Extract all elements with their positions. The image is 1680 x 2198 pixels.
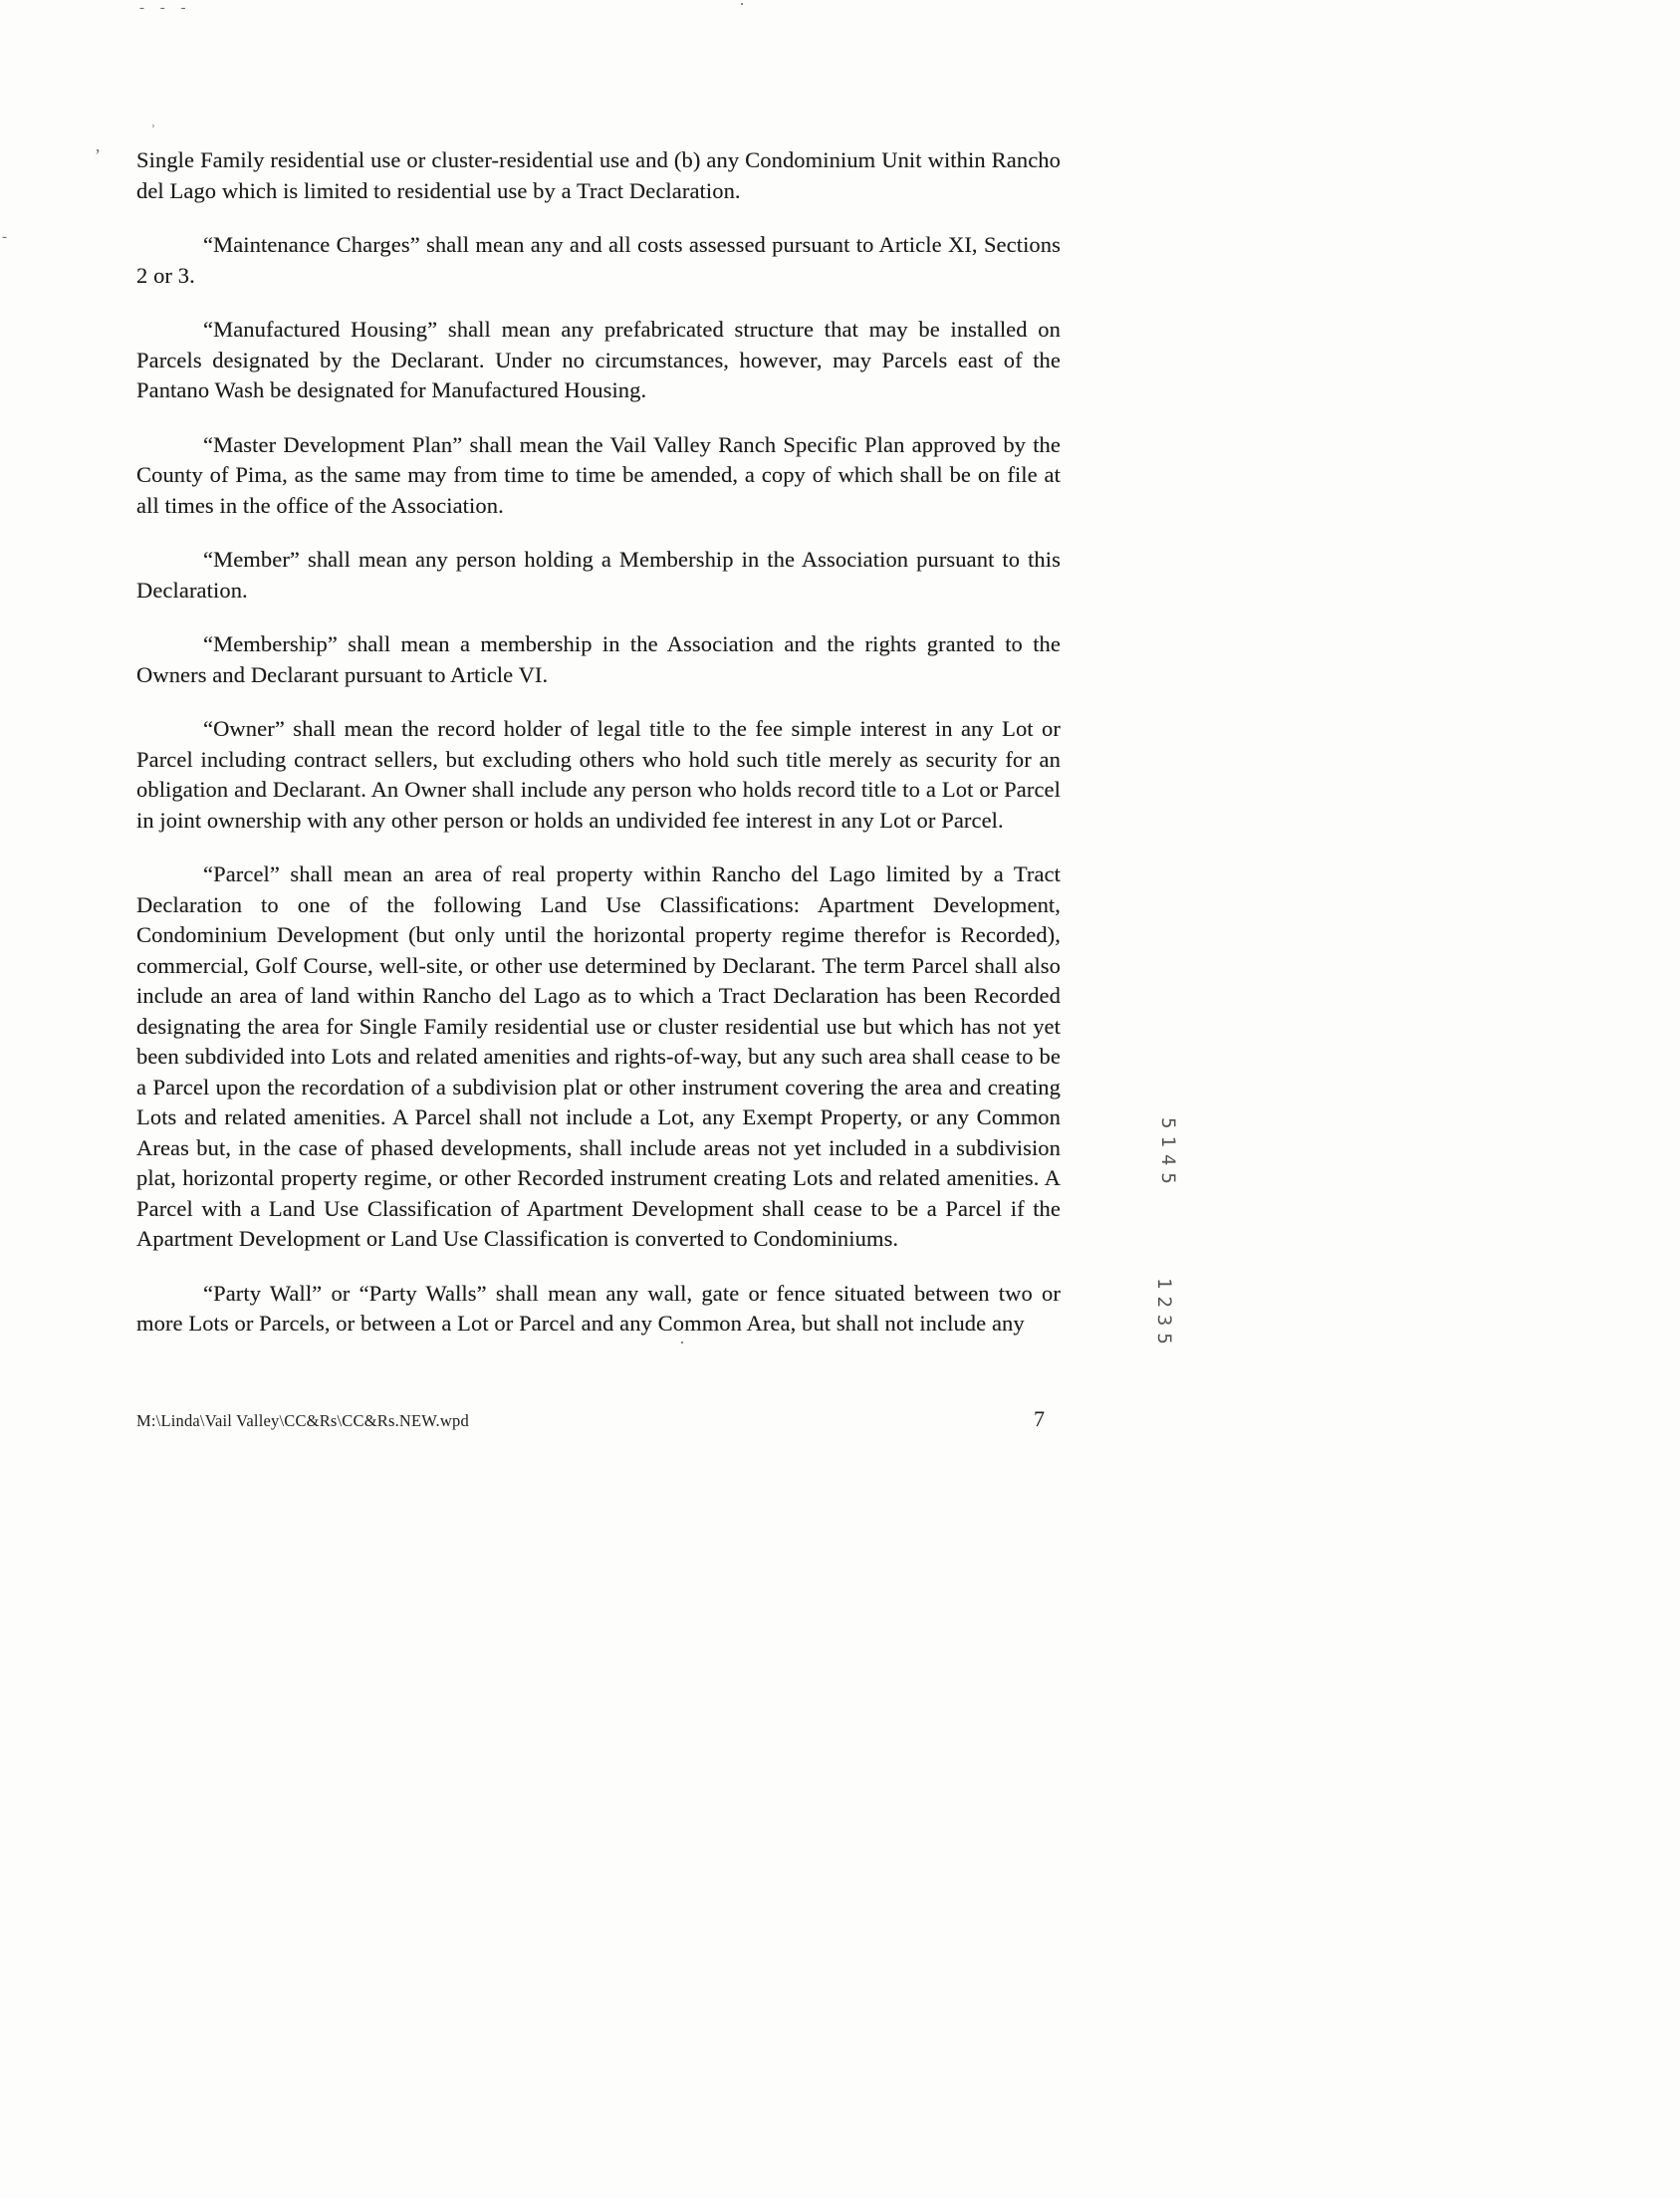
scan-artifact: · — [739, 0, 745, 14]
page-footer — [136, 1406, 1045, 1432]
paragraph-party-wall: “Party Wall” or “Party Walls” shall mean any wall, gate or fence situated between two or more Lots or Parcels, or between a Lot or Parcel and any Common Area, but shall not include any — [136, 1280, 1061, 1336]
paragraph-membership: “Membership” shall mean a membership in the Association and the rights granted to the Owners and Declarant pursuant to Article VI. — [136, 631, 1061, 687]
paragraph-manufactured-housing: “Manufactured Housing” shall mean any prefabricated structure that may be installed on Parcels designated by the Declarant. Under no circumstances, however, may Parcels east of the Pantano Wash be designated for Manufactured Housing. — [136, 317, 1061, 402]
paragraph-owner: “Owner” shall mean the record holder of legal title to the fee simple interest in any Lot or Parcel including contract sellers, but excluding others who hold such title merely as security for an obligation and Declarant. An Owner shall include any person who holds record title to a Lot or Parcel in joint ownership with any other person or holds an undivided fee interest in any Lot or Parcel. — [136, 716, 1061, 833]
paragraph-master-development-plan: “Master Development Plan” shall mean the Vail Valley Ranch Specific Plan approved by the County of Pima, as the same may from time to time be amended, a copy of which shall be on file at all times in the office of the Association. — [136, 431, 1061, 518]
paragraph-continuation: Single Family residential use or cluster-residential use and (b) any Condominium Unit within Rancho del Lago which is limited to residential use by a Tract Declaration. — [136, 147, 1061, 203]
fax-stamp-bottom: 1235 — [1153, 1278, 1175, 1351]
scan-artifact: - - - — [139, 0, 192, 16]
scan-artifact: - — [2, 229, 7, 245]
document-body — [136, 145, 1061, 1363]
document-file-path: M:\Linda\Vail Valley\CC&Rs\CC&Rs.NEW.wpd — [136, 1411, 469, 1430]
paragraph-parcel: “Parcel” shall mean an area of real property within Rancho del Lago limited by a Tract Declaration to one of the following Land Use Classifications: Apartment Development, Condominium Development (but only until the horizontal property regime therefor is Recorded), commercial, Golf Course, well-site, or other use determined by Declarant. The term Parcel shall also include an area of land within Rancho del Lago as to which a Tract Declaration has been Recorded designating the area for Single Family residential use or cluster residential use but which has not yet been subdivided into Lots and related amenities and rights-of-way, but any such area shall cease to be a Parcel upon the recordation of a subdivision plat or other instrument covering the area and creating Lots and related amenities. A Parcel shall not include a Lot, any Exempt Property, or any Common Areas but, in the case of phased developments, shall include areas not yet included in a subdivision plat, horizontal property regime, or other Recorded instrument creating Lots and related amenities. A Parcel with a Land Use Classification of Apartment Development shall cease to be a Parcel if the Apartment Development or Land Use Classification is converted to Condominiums. — [136, 861, 1061, 1251]
scan-artifact: ’ — [95, 145, 101, 165]
scan-artifact: ˒ — [150, 114, 156, 132]
page-number: 7 — [1034, 1406, 1045, 1431]
scan-artifact: · — [679, 1333, 685, 1352]
paragraph-member: “Member” shall mean any person holding a Membership in the Association pursuant to this Declaration. — [136, 547, 1061, 603]
fax-stamp-top: 5145 — [1157, 1117, 1179, 1191]
paragraph-maintenance-charges: “Maintenance Charges” shall mean any and all costs assessed pursuant to Article XI, Sections 2 or 3. — [136, 232, 1061, 288]
